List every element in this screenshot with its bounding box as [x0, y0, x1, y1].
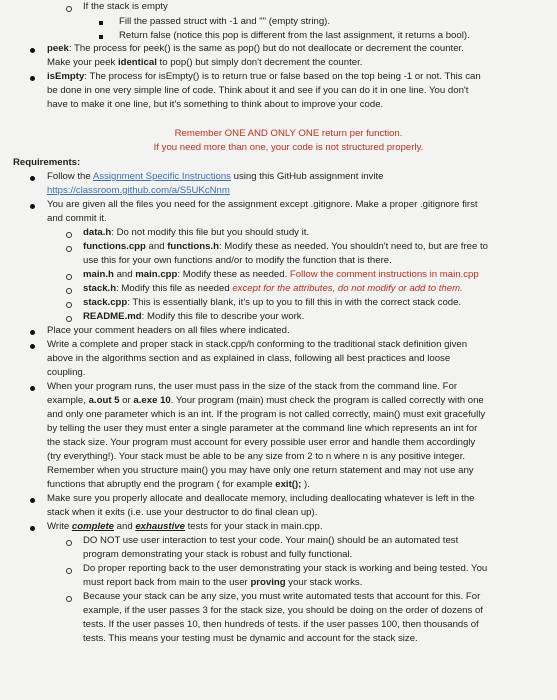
cmd-example: a.out 5 — [88, 395, 120, 406]
req-5-text: ). — [301, 479, 310, 490]
req-5-line-4: by telling the user they must enter a single parameter at the command line which represents an int for — [47, 423, 478, 434]
notice-line-2: If you need more than one, your code is not structured properly. — [153, 142, 424, 153]
hollow-bullet-icon — [66, 568, 72, 574]
req-1-text-a: Follow the — [47, 171, 93, 182]
test-2-proving: proving — [250, 577, 286, 588]
req-5-text: or — [119, 395, 134, 406]
file-name: README.md — [83, 311, 142, 322]
req-5-line-7: Remember when you structure main() you may have only one return statement and may not use any — [47, 465, 474, 476]
file-desc: : Modify this file as needed — [116, 283, 233, 294]
file-stack-cpp — [83, 297, 461, 309]
peek-text-2a: Make your peek — [47, 57, 118, 68]
peek-identical: identical — [117, 57, 157, 68]
file-name: main.h — [83, 269, 114, 280]
file-desc: : Modify these as needed. You shouldn't need to, but are free to — [218, 241, 488, 252]
req-6-line-1: Make sure you properly allocate and deallocate memory, including deallocating whatever is left in the — [47, 493, 475, 504]
bullet-icon — [30, 344, 35, 349]
req-4-line-3: coupling. — [47, 367, 86, 378]
req-1-line-1 — [47, 171, 384, 183]
isempty-line-3: have to make it one line, but it's something to think about to improve your code. — [47, 99, 384, 110]
file-readme — [83, 311, 304, 323]
bullet-icon — [30, 48, 35, 53]
file-note-red: Follow the comment instructions in main.cpp — [289, 269, 479, 280]
square-bullet-icon — [99, 21, 103, 25]
file-name: stack.cpp — [83, 297, 128, 308]
bullet-icon — [30, 176, 35, 181]
hollow-bullet-icon — [66, 232, 72, 238]
req-2-line-2: and commit it. — [47, 213, 107, 224]
req-5-line-6: (try everything!). Your stack must be able to be any size from 2 to n where n is any positive integer. — [47, 451, 466, 462]
bullet-icon — [30, 526, 35, 531]
req-5-text: functions that abruptly end the program ( for example — [47, 479, 276, 490]
req-6-line-2: stack when it exits (i.e. use your destructor to do final clean up). — [47, 507, 318, 518]
test-1-line-2: program demonstrating your stack is robust and fully functional. — [83, 549, 353, 560]
hollow-bullet-icon — [66, 274, 72, 280]
bullet-icon — [30, 330, 35, 335]
test-3-line-3: tests. If the user passes 10, then hundreds of tests. if the user passes 100, then thousands of — [83, 619, 479, 630]
file-note-red: except for the attributes, do not modify or add to them. — [232, 283, 463, 294]
file-desc: : Do not modify this file but you should study it. — [111, 227, 310, 238]
req-5-line-1: When your program runs, the user must pass in the size of the stack from the command line. For — [47, 381, 458, 392]
test-2-line-1: Do proper reporting back to the user demonstrating your stack is working and being tested. You — [83, 563, 488, 574]
hollow-bullet-icon — [66, 6, 72, 12]
hollow-bullet-icon — [66, 288, 72, 294]
req-5-line-3: and only one parameter which is an int. If the program is not called correctly, main() must exit gracefully — [47, 409, 486, 420]
req-4-line-2: above in the algorithms section and as explained in class, following all best practices and loose — [47, 353, 451, 364]
req-2-line-1: You are given all the files you need for the assignment except .gitignore. Make a proper .gitignore first — [47, 199, 478, 210]
req-5-line-5: the stack size. Your program must account for every possible user error and handle them accordingly — [47, 437, 476, 448]
square-bullet-icon — [99, 35, 103, 39]
file-desc: : Modify these as needed. — [177, 269, 290, 280]
req-1-line-2 — [47, 185, 230, 197]
file-and: and — [145, 241, 168, 252]
peek-line-2 — [47, 57, 362, 69]
file-main — [83, 269, 479, 281]
req-1-text-b: using this GitHub assignment invite — [230, 171, 384, 182]
peek-text-1: : The process for peek() is the same as pop() but do not deallocate or decrement the counter. — [68, 43, 464, 54]
isempty-line-2: be done in one very simple line of code. Think about it and see if you can do it in one line. You don't — [47, 85, 469, 96]
file-name: main.cpp — [135, 269, 178, 280]
req-7-text: tests for your stack in main.cpp. — [184, 521, 323, 532]
bullet-icon — [30, 76, 35, 81]
test-3-line-1: Because your stack can be any size, you must write automated tests that account for this. For — [83, 591, 481, 602]
bullet-icon — [30, 386, 35, 391]
file-functions — [83, 241, 488, 253]
req-7 — [47, 521, 323, 533]
file-name: data.h — [83, 227, 112, 238]
file-name: stack.h — [83, 283, 117, 294]
req-7-text: Write — [47, 521, 72, 532]
req-7-complete: complete — [71, 521, 114, 532]
stack-empty-heading: If the stack is empty — [83, 1, 168, 12]
file-and: and — [113, 269, 136, 280]
hollow-bullet-icon — [66, 540, 72, 546]
req-7-exhaustive: exhaustive — [135, 521, 185, 532]
peek-label: peek — [47, 43, 69, 54]
assignment-instructions-link[interactable]: Assignment Specific Instructions — [92, 171, 231, 182]
peek-text-2c: to pop() but simply don't decrement the counter. — [156, 57, 363, 68]
bullet-icon — [30, 498, 35, 503]
test-2-text: must report back from main to the user — [83, 577, 251, 588]
req-5-line-2 — [47, 395, 484, 407]
hollow-bullet-icon — [66, 302, 72, 308]
req-3: Place your comment headers on all files where indicated. — [47, 325, 290, 336]
req-5-line-8 — [47, 479, 310, 491]
test-1-line-1: DO NOT use user interaction to test your code. Your main() should be an automated test — [83, 535, 459, 546]
hollow-bullet-icon — [66, 316, 72, 322]
cmd-example: a.exe 10 — [133, 395, 171, 406]
exit-call: exit(); — [275, 479, 302, 490]
file-functions-line-2: use this for your own functions and/or to modify the function that is there. — [83, 255, 392, 266]
hollow-bullet-icon — [66, 246, 72, 252]
test-3-line-2: example, if the user passes 3 for the stack size, you should be doing on the order of dozens of — [83, 605, 483, 616]
file-name: functions.h — [167, 241, 219, 252]
requirements-title: Requirements: — [13, 157, 81, 168]
isempty-line-1 — [47, 71, 481, 83]
test-2-text: your stack works. — [285, 577, 363, 588]
hollow-bullet-icon — [66, 596, 72, 602]
file-name: functions.cpp — [83, 241, 146, 252]
stack-empty-sub2: Return false (notice this pop is different from the last assignment, it returns a bool). — [119, 30, 470, 41]
stack-empty-sub1: Fill the passed struct with -1 and "" (empty string). — [119, 16, 331, 27]
file-stack-h — [83, 283, 463, 295]
peek-line-1 — [47, 43, 464, 55]
req-7-text: and — [114, 521, 136, 532]
test-3-line-4: tests. This means your testing must be dynamic and account for the stack size. — [83, 633, 418, 644]
file-data-h — [83, 227, 309, 239]
github-invite-link[interactable]: https://classroom.github.com/a/S5UKcNnm — [47, 185, 230, 196]
isempty-label: isEmpty — [47, 71, 85, 82]
file-desc: : This is essentially blank, it's up to you to fill this in with the correct stack code. — [127, 297, 462, 308]
req-5-text: . Your program (main) must check the program is called correctly with one — [170, 395, 484, 406]
test-2-line-2 — [83, 577, 362, 589]
notice-line-1: Remember ONE AND ONLY ONE return per function. — [174, 128, 403, 139]
isempty-text-1: : The process for isEmpty() is to return true or false based on the top being -1 or not. This can — [84, 71, 481, 82]
file-desc: : Modify this file to describe your work. — [141, 311, 305, 322]
bullet-icon — [30, 204, 35, 209]
req-4-line-1: Write a complete and proper stack in stack.cpp/h conforming to the traditional stack definition given — [47, 339, 468, 350]
req-5-text: example, — [47, 395, 89, 406]
